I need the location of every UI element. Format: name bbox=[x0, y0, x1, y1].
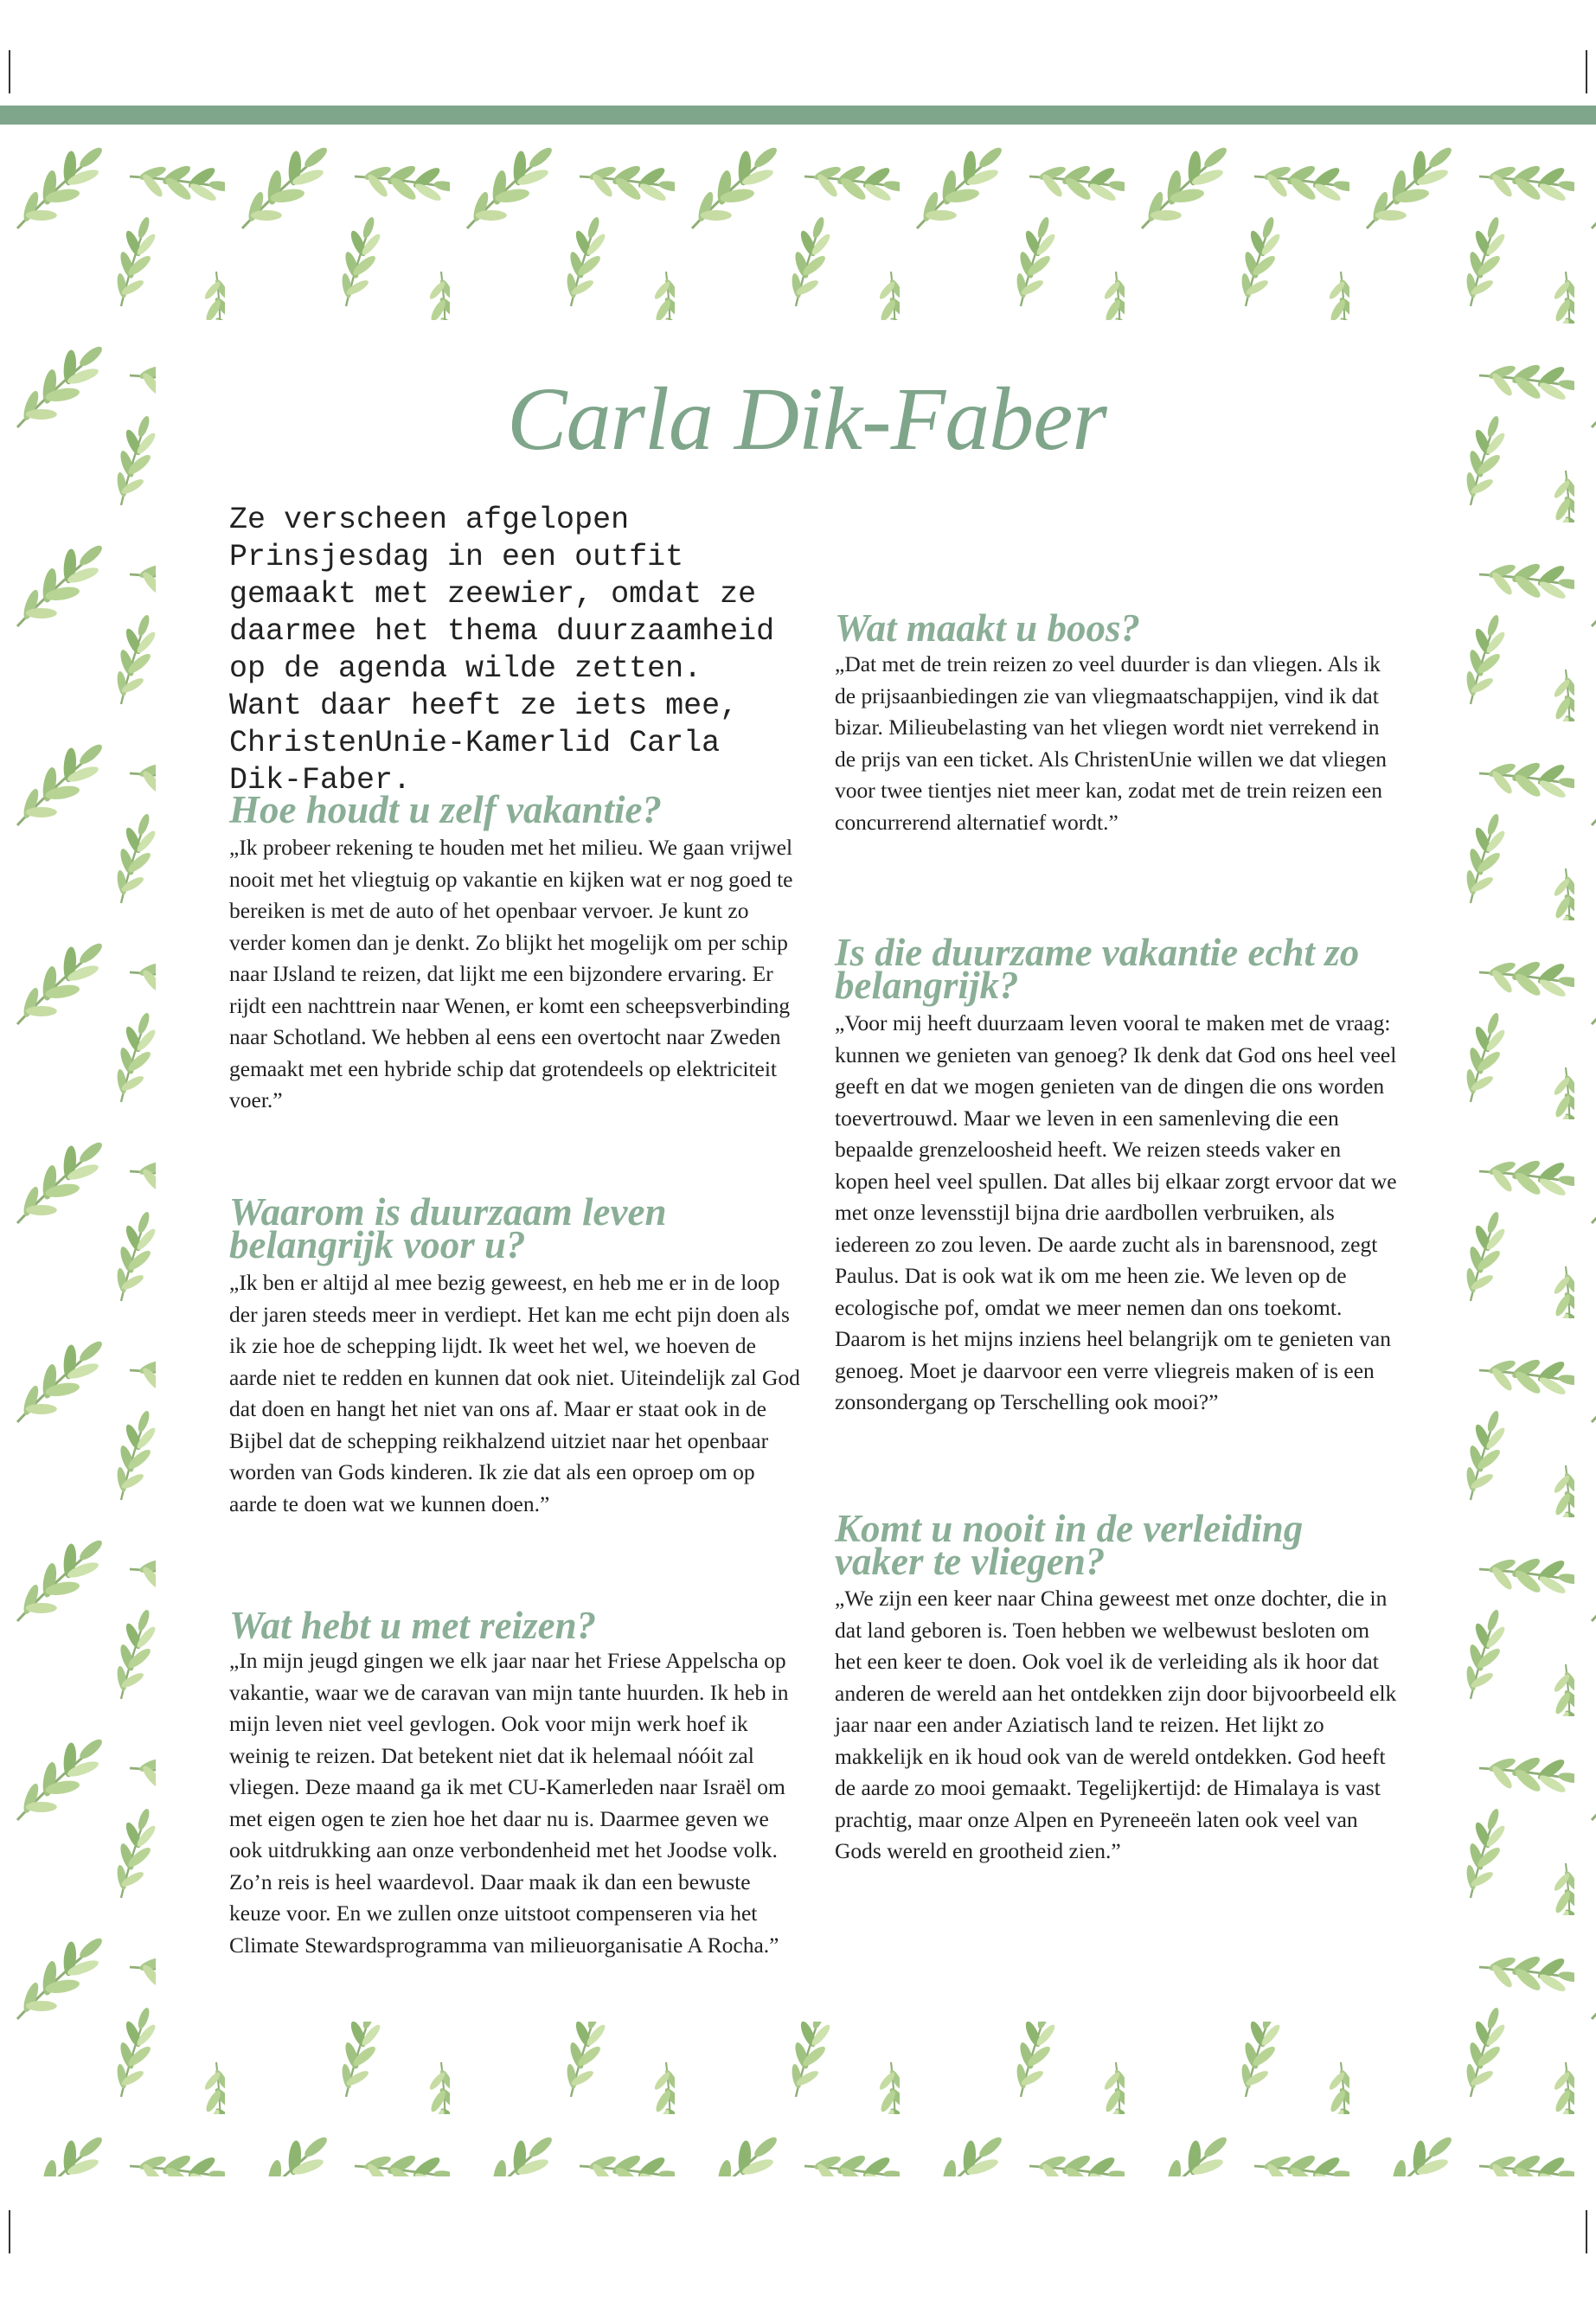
crop-mark bbox=[9, 2210, 10, 2253]
article-title: Carla Dik-Faber bbox=[507, 369, 1106, 469]
section-answer: „Ik probeer rekening te houden met het milieu. We gaan vrijwel nooit met het vliegtuig op vakantie en kijken wat er nog goed te bereiken is met de auto of het openbaar vervoer. Je kunt zo verder komen dan je denkt. Zo blijkt het mogelijk om per schip naar IJsland te reizen, dat lijkt me een bijzondere ervaring. Er rijdt een nachttrein naar Wenen, er komt een scheepsverbinding naar Schotland. We hebben al eens een overtocht naar Zweden gemaakt met een hybride schip dat grotendeels op elektriciteit voer.” bbox=[229, 835, 793, 1112]
section-heading: Komt u nooit in de verleiding vaker te vliegen? bbox=[835, 1507, 1304, 1583]
article-intro: Ze verscheen afgelopen Prinsjesdag in een outfit gemaakt met zeewier, omdat ze daarmee het thema duurzaamheid op de agenda wilde zetten. Want daar heeft ze iets mee, ChristenUnie-Kamerlid Carla Dik-Faber. bbox=[229, 503, 775, 798]
section-answer: „Voor mij heeft duurzaam leven vooral te maken met de vraag: kunnen we genieten van genoeg? Ik denk dat God ons heel veel geeft en dat we mogen genieten van de dingen die ons worden toevertrouwd. Maar we leven in een samenleving die een bepaalde grenzeloosheid heeft. We reizen steeds vaker en kopen heel veel spullen. Dat alles bij elkaar zorgt ervoor dat we met onze levensstijl bijna drie aardbollen verbruiken, als iedereen zo zou leven. De aarde zucht als in barensnood, zegt Paulus. Dat is ook wat ik om me heen zie. We leven op de ecologische pof, omdat we meer nemen dan ons toekomt. Daarom is het mijns inziens heel belangrijk om te genieten van genoeg. Moet je daarvoor een verre vliegreis maken of is een zonsondergang op Terschelling ook mooi?” bbox=[835, 1010, 1397, 1414]
article-panel bbox=[156, 320, 1458, 2022]
section-answer: „Ik ben er altijd al mee bezig geweest, en heb me er in de loop der jaren steeds meer in verdiept. Het kan me echt pijn doen als ik zie hoe de schepping lijdt. Ik weet het wel, we hoeven de aarde niet te redden en kunnen dat ook niet. Uiteindelijk zal God dat doen en hangt het niet van ons af. Maar er staat ook in de Bijbel dat de schepping reikhalzend uitziet naar het openbaar worden van Gods kinderen. Ik zie dat als een oproep om op aarde te doen wat we kunnen doen.” bbox=[229, 1270, 800, 1516]
top-accent-bar bbox=[0, 106, 1596, 125]
crop-mark bbox=[1586, 50, 1587, 93]
section-answer: „In mijn jeugd gingen we elk jaar naar het Friese Appelscha op vakantie, waar we de caravan van mijn tante huurden. Ik heb in mijn leven niet veel gevlogen. Ook voor mijn werk hoef ik weinig te reizen. Dat betekent niet dat ik helemaal nóóit zal vliegen. Deze maand ga ik met CU-Kamerleden naar Israël om met eigen ogen te zien hoe het daar nu is. Daarmee geven we ook uitdrukking aan onze verbondenheid met het Joodse volk. Zo’n reis is heel waardevol. Daar maak ik dan een bewuste keuze voor. En we zullen onze uitstoot compenseren via het Climate Stewardsprogramma van milieuorganisatie A Rocha.” bbox=[229, 1648, 789, 1958]
section-answer: „We zijn een keer naar China geweest met onze dochter, die in dat land geboren is. Toen hebben we welbewust besloten om het een keer te doen. Ook voel ik de verleiding als ik hoor dat anderen de wereld aan het ontdekken zijn door bijvoorbeeld elk jaar naar een ander Aziatisch land te reizen. Het lijkt zo makkelijk en ik houd ook van de wereld ontdekken. God heeft de aarde zo mooi gemaakt. Tegelijkertijd: de Himalaya is vast prachtig, maar onze Alpen en Pyreneeën laten ook veel van Gods wereld en grootheid zien.” bbox=[835, 1586, 1397, 1863]
section-heading: Is die duurzame vakantie echt zo belangrijk? bbox=[835, 931, 1360, 1007]
crop-mark bbox=[1586, 2210, 1587, 2253]
section-heading: Waarom is duurzaam leven belangrijk voor u? bbox=[229, 1190, 667, 1266]
section-heading: Wat hebt u met reizen? bbox=[229, 1604, 597, 1647]
crop-mark bbox=[9, 50, 10, 93]
section-answer: „Dat met de trein reizen zo veel duurder is dan vliegen. Als ik de prijsaanbiedingen zie van vliegmaatschappijen, vind ik dat bizar. Milieubelasting van het vliegen wordt niet verrekend in de prijs van een ticket. Als ChristenUnie willen we dat vliegen voor twee tientjes niet meer kan, zodat met de trein reizen een concurrerend alternatief wordt.” bbox=[835, 651, 1388, 835]
section-heading: Wat maakt u boos? bbox=[835, 606, 1140, 650]
section-heading: Hoe houdt u zelf vakantie? bbox=[229, 788, 663, 831]
